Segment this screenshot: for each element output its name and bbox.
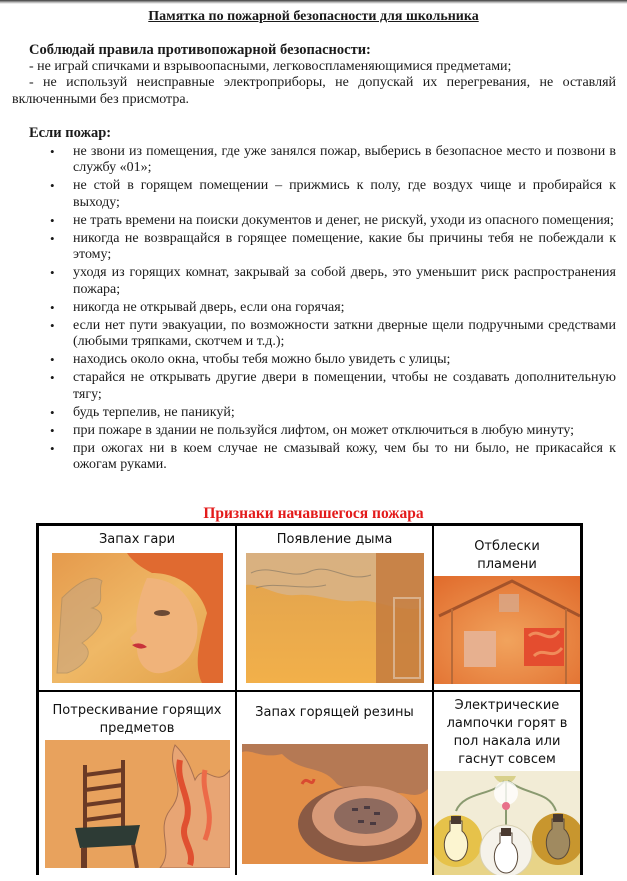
rules-heading: Соблюдай правила противопожарной безопасности:	[29, 42, 371, 58]
bullet-icon: •	[50, 422, 55, 438]
light-bulbs-image	[434, 771, 580, 875]
list-item	[12, 178, 616, 211]
burning-chair-image	[45, 740, 230, 868]
list-item-text: не звони из помещения, где уже занялся пожар, выберись в безопасное место и позвони в службу «01»;	[73, 143, 616, 175]
fire-signs-table	[36, 523, 583, 875]
bullet-icon: •	[50, 212, 55, 228]
window-top-edge	[0, 0, 627, 4]
fire-instructions-list	[12, 144, 616, 474]
list-item-text: не трать времени на поиски документов и денег, не рискуй, уходи из опасного помещения;	[73, 212, 614, 228]
page-title: Памятка по пожарной безопасности для школьника	[148, 9, 479, 24]
bullet-icon: •	[50, 178, 55, 193]
list-item-text: никогда не открывай дверь, если она горячая;	[73, 299, 345, 315]
bullet-icon: •	[50, 370, 55, 385]
sign-label: Запах горящей резины	[255, 705, 414, 720]
sign-label: Отблески пламени	[474, 539, 540, 572]
smoke-under-ceiling-image	[246, 553, 424, 683]
list-item-text: уходя из горящих комнат, закрывай за собой дверь, это уменьшит риск распространения пожара;	[73, 265, 616, 297]
burning-tire-image	[242, 744, 428, 864]
sign-label: Электрические лампочки горят в пол накала или гаснут совсем	[446, 698, 568, 767]
woman-smelling-smoke-image	[52, 553, 223, 683]
list-item-text: находись около окна, чтобы тебя можно было увидеть с улицы;	[73, 352, 451, 367]
list-item	[12, 370, 616, 403]
sign-cell-burning-smell	[39, 526, 235, 690]
list-item-text: никогда не возвращайся в горящее помещение, какие бы причины тебя не побеждали к этому;	[73, 230, 616, 262]
list-item-text: будь терпелив, не паникуй;	[73, 404, 235, 420]
bullet-icon: •	[50, 265, 55, 280]
signs-heading: Признаки начавшегося пожара	[203, 505, 424, 522]
fire-section	[12, 125, 616, 475]
list-item-text: старайся не открывать другие двери в помещении, чтобы не создавать дополнительную тягу;	[73, 370, 616, 402]
list-item	[12, 265, 616, 298]
list-item	[12, 231, 616, 264]
list-item	[12, 423, 616, 440]
sign-cell-flame-reflections	[434, 526, 580, 690]
list-item	[12, 441, 616, 474]
list-item	[12, 213, 616, 230]
sign-cell-light-bulbs	[434, 692, 580, 875]
list-item	[12, 405, 616, 422]
list-item	[12, 352, 616, 369]
sign-label: Появление дыма	[276, 532, 393, 547]
bullet-icon: •	[50, 143, 55, 159]
bullet-icon: •	[50, 230, 55, 246]
bullet-icon: •	[50, 317, 55, 333]
list-item-text: не стой в горящем помещении – прижмись к полу, где воздух чище и пробирайся к выходу;	[73, 178, 616, 210]
bullet-icon: •	[50, 440, 55, 456]
rules-section	[12, 42, 616, 108]
sign-cell-burning-rubber	[237, 692, 432, 875]
bullet-icon: •	[50, 404, 55, 420]
sign-label: Потрескивание горящих предметов	[52, 703, 222, 736]
sign-cell-smoke	[237, 526, 432, 690]
bullet-icon: •	[50, 299, 55, 315]
list-item	[12, 144, 616, 177]
house-flame-image	[434, 576, 580, 684]
rule-line: - не используй неисправные электроприборы, не допускай их перегревания, не оставляй включенными без присмотра.	[12, 75, 616, 107]
list-item	[12, 318, 616, 351]
rule-line: - не играй спичками и взрывоопасными, легковоспламеняющимися предметами;	[29, 58, 512, 74]
sign-label: Запах гари	[98, 532, 176, 547]
list-item-text: если нет пути эвакуации, по возможности заткни дверные щели подручными средствами (любыми тряпками, скотчем и т.д.);	[73, 317, 616, 349]
sign-cell-crackling	[39, 692, 235, 875]
list-item-text: при ожогах ни в коем случае не смазывай кожу, чем бы то ни было, не прикасайся к ожогам руками.	[73, 440, 616, 472]
list-item-text: при пожаре в здании не пользуйся лифтом, он может отключиться в любую минуту;	[73, 422, 575, 438]
bullet-icon: •	[50, 352, 55, 367]
fire-heading: Если пожар:	[29, 125, 112, 141]
list-item	[12, 300, 616, 317]
